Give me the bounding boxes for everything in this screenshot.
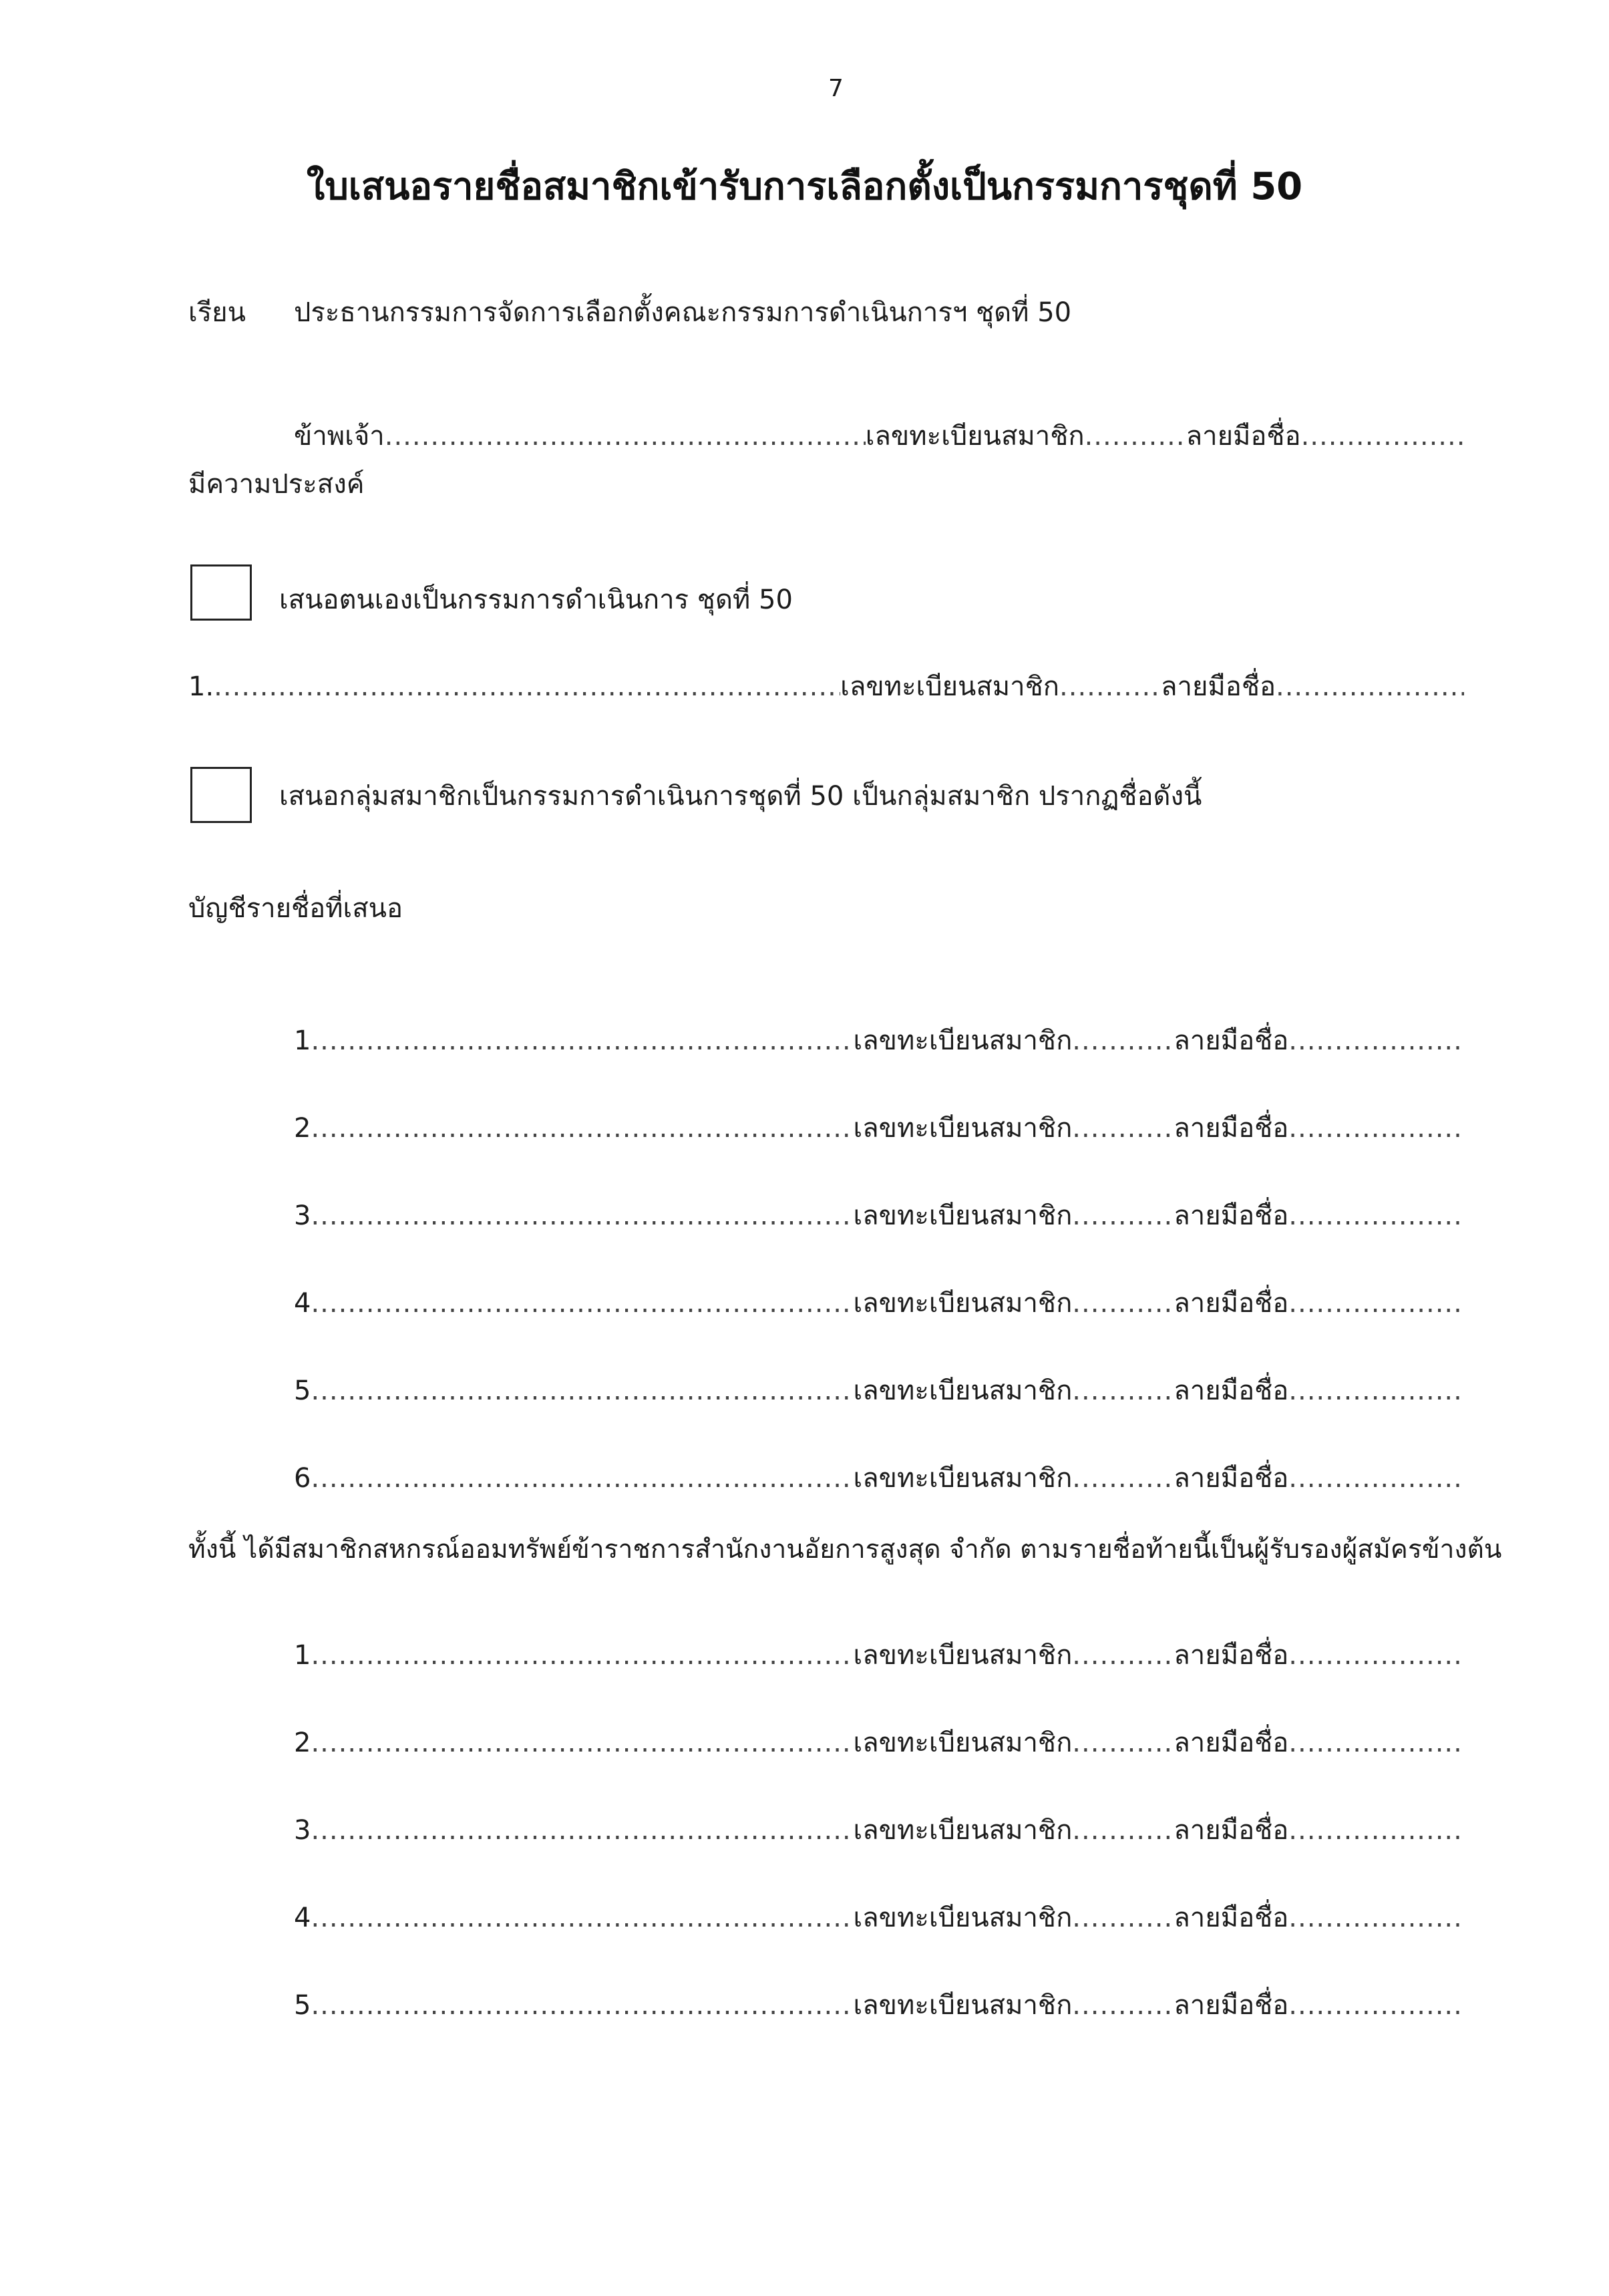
signature-label: ลายมือชื่อ [1174,1113,1289,1144]
signature-label: ลายมือชื่อ [1161,671,1276,702]
signature-label: ลายมือชื่อ [1174,1815,1289,1846]
member-no-label: เลขทะเบียนสมาชิก [853,1113,1073,1144]
row-number: 1 [294,1640,311,1671]
signature-field[interactable] [1288,1025,1464,1056]
signature-field[interactable] [1288,1288,1464,1319]
signature-label: ลายมือชื่อ [1174,1375,1289,1406]
salutation-recipient: ประธานกรรมการจัดการเลือกตั้งคณะกรรมการดำเนินการฯ ชุดที่ 50 [294,297,1072,328]
row-number: 1 [294,1025,311,1056]
self-nomination-label: เสนอตนเองเป็นกรรมการดำเนินการ ชุดที่ 50 [279,585,793,615]
member-no-field[interactable] [1059,671,1161,702]
signature-field[interactable] [1288,1463,1464,1494]
signature-label: ลายมือชื่อ [1174,1728,1289,1758]
member-no-field[interactable] [1072,1728,1174,1758]
member-no-label: เลขทะเบียนสมาชิก [853,1815,1073,1846]
member-no-field[interactable] [1072,1815,1174,1846]
endorser-row [294,1721,1464,1764]
member-no-field[interactable] [1072,1903,1174,1933]
signature-field[interactable] [1288,1990,1464,2021]
member-no-label: เลขทะเบียนสมาชิก [840,671,1060,702]
member-no-field[interactable] [1072,1113,1174,1144]
nominee-row [294,1456,1464,1499]
row-number: 2 [294,1113,311,1144]
applicant-name-field[interactable] [385,421,866,452]
name-field[interactable] [311,1375,853,1406]
nominee-row [294,1106,1464,1149]
nominee-row [294,1194,1464,1237]
row-number: 6 [294,1463,311,1494]
row-number: 3 [294,1200,311,1231]
endorser-row [294,1983,1464,2026]
signature-label: ลายมือชื่อ [1174,1640,1289,1671]
member-no-label: เลขทะเบียนสมาชิก [853,1375,1073,1406]
name-field[interactable] [311,1463,853,1494]
group-nomination-checkbox[interactable] [190,767,252,823]
row-number: 5 [294,1375,311,1406]
name-field[interactable] [311,1200,853,1231]
endorser-row [294,1633,1464,1676]
name-field[interactable] [311,1025,853,1056]
self-nomination-checkbox[interactable] [190,564,252,621]
signature-field[interactable] [1288,1113,1464,1144]
member-no-field[interactable] [1072,1990,1174,2021]
signature-field[interactable] [1288,1640,1464,1671]
name-field[interactable] [214,671,840,702]
endorser-row [294,1896,1464,1939]
nominee-list-heading: บัญชีรายชื่อที่เสนอ [188,893,403,924]
row-number: 1. [188,671,214,702]
member-no-field[interactable] [1072,1640,1174,1671]
member-no-label: เลขทะเบียนสมาชิก [853,1990,1073,2021]
member-no-label: เลขทะเบียนสมาชิก [853,1728,1073,1758]
member-no-field[interactable] [1072,1200,1174,1231]
intent-text: มีความประสงค์ [188,469,365,500]
name-field[interactable] [311,1815,853,1846]
row-number: 2 [294,1728,311,1758]
applicant-signature-field[interactable] [1301,421,1464,452]
name-field[interactable] [311,1640,853,1671]
row-number: 4 [294,1903,311,1933]
signature-field[interactable] [1288,1375,1464,1406]
member-no-field[interactable] [1072,1025,1174,1056]
applicant-row [294,414,1464,457]
signature-field[interactable] [1288,1903,1464,1933]
name-field[interactable] [311,1113,853,1144]
member-no-label: เลขทะเบียนสมาชิก [853,1200,1073,1231]
name-field[interactable] [311,1990,853,2021]
member-no-field[interactable] [1072,1463,1174,1494]
form-title: ใบเสนอรายชื่อสมาชิกเข้ารับการเลือกตั้งเป็นกรรมการชุดที่ 50 [306,165,1303,208]
row-number: 4 [294,1288,311,1319]
member-no-label: เลขทะเบียนสมาชิก [853,1288,1073,1319]
member-no-field[interactable] [1072,1288,1174,1319]
member-no-label: เลขทะเบียนสมาชิก [853,1903,1073,1933]
signature-label: ลายมือชื่อ [1174,1990,1289,2021]
applicant-signature-label: ลายมือชื่อ [1186,421,1301,452]
signature-label: ลายมือชื่อ [1174,1025,1289,1056]
applicant-member-no-label: เลขทะเบียนสมาชิก [865,421,1085,452]
member-no-field[interactable] [1072,1375,1174,1406]
name-field[interactable] [311,1728,853,1758]
nominee-row [294,1369,1464,1412]
group-nomination-label: เสนอกลุ่มสมาชิกเป็นกรรมการดำเนินการชุดที่ 50 เป็นกลุ่มสมาชิก ปรากฏชื่อดังนี้ [279,781,1202,812]
page-number: 7 [828,75,844,102]
name-field[interactable] [311,1288,853,1319]
self-nominee-row [188,665,1464,707]
row-number: 3 [294,1815,311,1846]
member-no-label: เลขทะเบียนสมาชิก [853,1025,1073,1056]
endorsement-text: ทั้งนี้ ได้มีสมาชิกสหกรณ์ออมทรัพย์ข้าราชการสำนักงานอัยการสูงสุด จำกัด ตามรายชื่อท้ายนี้เป็นผู้รับรองผู้สมัครข้างต้น [188,1534,1502,1565]
signature-label: ลายมือชื่อ [1174,1288,1289,1319]
row-number: 5 [294,1990,311,2021]
endorser-row [294,1808,1464,1851]
signature-field[interactable] [1288,1728,1464,1758]
nominee-row [294,1019,1464,1061]
signature-field[interactable] [1288,1815,1464,1846]
name-field[interactable] [311,1903,853,1933]
nominee-row [294,1281,1464,1324]
salutation-label: เรียน [188,297,246,328]
signature-label: ลายมือชื่อ [1174,1903,1289,1933]
signature-label: ลายมือชื่อ [1174,1200,1289,1231]
applicant-member-no-field[interactable] [1085,421,1186,452]
applicant-name-label: ข้าพเจ้า [294,421,385,452]
signature-label: ลายมือชื่อ [1174,1463,1289,1494]
member-no-label: เลขทะเบียนสมาชิก [853,1463,1073,1494]
member-no-label: เลขทะเบียนสมาชิก [853,1640,1073,1671]
signature-field[interactable] [1288,1200,1464,1231]
signature-field[interactable] [1276,671,1464,702]
